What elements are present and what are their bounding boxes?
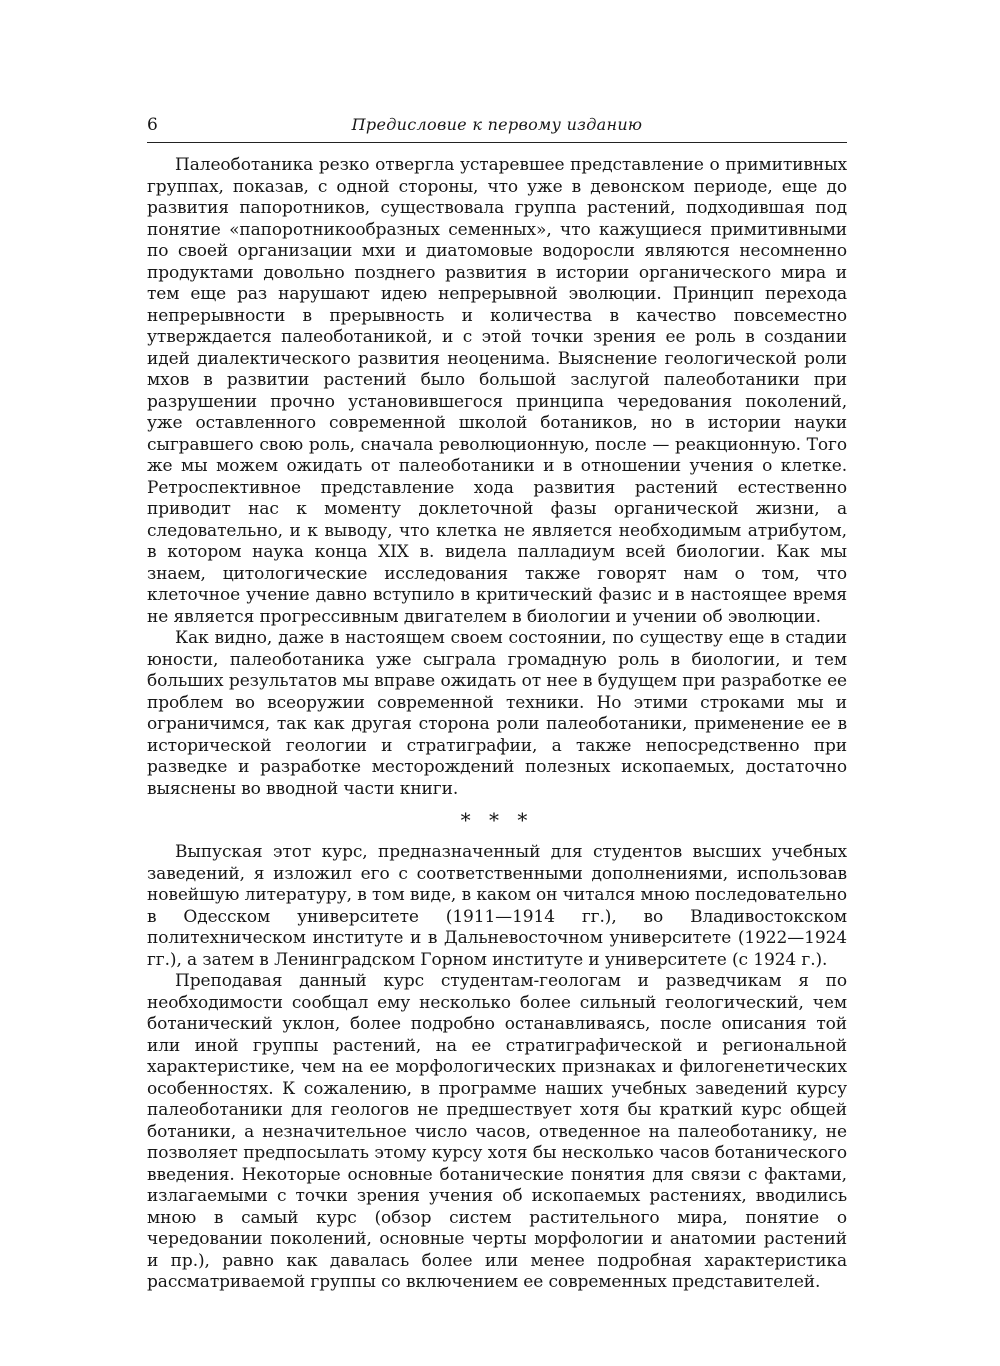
section-break-asterisks: * * * [460, 808, 534, 832]
running-title: Предисловие к первому изданию [351, 115, 643, 134]
paragraph-paleobotany-rejects-primitive-groups: Палеоботаника резко отвергла устаревшее представление о примитивных группах, показав, с одной стороны, что уже в девонском периоде, еще до развития папоротников, существовала группа растений, подходившая под понятие «папоротникообразных семенных», что кажущиеся примитивными по своей организации мхи и диатомовые водоросли являются несомненно продуктами довольно позднего развития в истории органического мира и тем еще раз нарушают идею непрерывной эволюции. Принцип перехода непрерывности в прерывность и количества в качество повсеместно утверждается палеоботаникой, и с этой точки зрения ее роль в создании идей диалектического развития неоценима. Выяснение геологической роли мхов в развитии растений было большой заслугой палеоботаники при разрушении прочно установившегося принципа чередования поколений, уже оставленного современной школой ботаников, но в истории науки сыгравшего свою роль, сначала революционную, после — реакционную. Того же мы можем ожидать от палеоботаники и в отношении учения о клетке. Ретроспективное представление хода развития растений естественно приводит нас к моменту доклеточной фазы органической жизни, а следовательно, и к выводу, что клетка не является необходимым атрибутом, в котором наука конца XIX в. видела палладиум всей биологии. Как мы знаем, цитологические исследования также говорят нам о том, что клеточное учение давно вступило в критический фазис и в настоящее время не является прогрессивным двигателем в биологии и учении об эволюции. [147, 155, 847, 627]
paragraph-course-history: Выпуская этот курс, предназначенный для студентов высших учебных заведений, я изложил его с соответственными дополнениями, использовав новейшую литературу, в том виде, в каком он читался мною последовательно в Одесском университете (1911—1914 гг.), во Владивостокском политехническом институте и в Дальневосточном университете (1922—1924 гг.), а затем в Ленинградском Горном институте и университете (с 1924 г.). [147, 842, 847, 970]
body-text [147, 155, 847, 1294]
paragraph-teaching-approach: Преподавая данный курс студентам-геологам и разведчикам я по необходимости сообщал ему несколько более сильный геологический, чем ботанический уклон, более подробно останавливаясь, после описания той или иной группы растений, на ее стратиграфической и региональной характеристике, чем на ее морфологических признаках и филогенетических особенностях. К сожалению, в программе наших учебных заведений курсу палеоботаники для геологов не предшествует хотя бы краткий курс общей ботаники, а незначительное число часов, отведенное на палеоботанику, не позволяет предпосылать этому курсу хотя бы несколько часов ботанического введения. Некоторые основные ботанические понятия для связи с фактами, излагаемыми с точки зрения учения об ископаемых растениях, вводились мною в самый курс (обзор систем растительного мира, понятие о чередовании поколений, основные черты морфологии и анатомии растений и пр.), равно как давалась более или менее подробная характеристика рассматриваемой группы со включением ее современных представителей. [147, 971, 847, 1292]
page-number: 6 [147, 115, 158, 135]
paragraph-paleobotany-role-in-biology: Как видно, даже в настоящем своем состоянии, по существу еще в стадии юности, палеоботаника уже сыграла громадную роль в биологии, и тем больших результатов мы вправе ожидать от нее в будущем при разработке ее проблем во всеоружии современной техники. Но этими строками мы и ограничимся, так как другая сторона роли палеоботаники, применение ее в исторической геологии и стратиграфии, а также непосредственно при разведке и разработке месторождений полезных ископаемых, достаточно выяснены во вводной части книги. [147, 628, 847, 799]
page-header [147, 114, 847, 143]
